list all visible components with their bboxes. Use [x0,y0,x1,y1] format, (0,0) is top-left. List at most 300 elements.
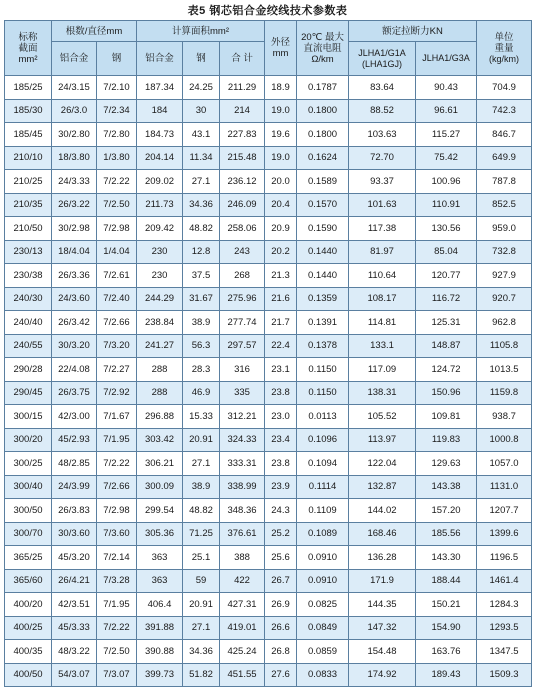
cell-section: 210/25 [5,170,52,194]
cell-diameter: 26.8 [265,640,297,664]
table-body [5,76,532,687]
table-row [5,99,532,123]
cell-area-al: 211.73 [137,193,183,217]
cell-strength-g3a: 120.77 [416,264,477,288]
cell-resistance: 0.1570 [297,193,349,217]
table-row [5,334,532,358]
cell-strands-al: 22/4.08 [52,358,97,382]
cell-diameter: 18.9 [265,76,297,100]
cell-area-total: 316 [220,358,265,382]
cell-strands-al: 24/3.15 [52,76,97,100]
header-strands-group: 根数/直径mm [52,21,137,42]
cell-area-total: 425.24 [220,640,265,664]
cell-resistance: 0.1094 [297,452,349,476]
cell-diameter: 23.0 [265,405,297,429]
cell-strength-g3a: 90.43 [416,76,477,100]
cell-resistance: 0.1089 [297,522,349,546]
cell-section: 240/55 [5,334,52,358]
cell-strength-g1a: 133.1 [349,334,416,358]
cell-area-st: 38.9 [183,475,220,499]
cell-strands-st: 7/3.20 [97,334,137,358]
cell-area-al: 288 [137,358,183,382]
cell-strands-st: 7/2.34 [97,99,137,123]
cell-diameter: 20.9 [265,217,297,241]
cell-strength-g1a: 117.38 [349,217,416,241]
cell-area-st: 20.91 [183,593,220,617]
table-row [5,170,532,194]
cell-strands-al: 42/3.00 [52,405,97,429]
cell-area-total: 312.21 [220,405,265,429]
cell-strength-g3a: 119.83 [416,428,477,452]
cell-strands-al: 24/3.99 [52,475,97,499]
table-row [5,76,532,100]
cell-weight: 1293.5 [477,616,532,640]
cell-area-al: 303.42 [137,428,183,452]
cell-area-al: 184 [137,99,183,123]
cell-area-al: 241.27 [137,334,183,358]
cell-diameter: 23.1 [265,358,297,382]
cell-area-al: 363 [137,569,183,593]
table-row [5,358,532,382]
table-row [5,616,532,640]
cell-weight: 1131.0 [477,475,532,499]
cell-diameter: 25.2 [265,522,297,546]
cell-section: 300/15 [5,405,52,429]
cell-resistance: 0.1378 [297,334,349,358]
cell-strength-g1a: 72.70 [349,146,416,170]
cell-strands-al: 26/3.22 [52,193,97,217]
cell-strength-g1a: 174.92 [349,663,416,687]
cell-section: 300/70 [5,522,52,546]
cell-area-al: 390.88 [137,640,183,664]
cell-strands-al: 30/3.60 [52,522,97,546]
cell-area-total: 335 [220,381,265,405]
cell-strands-st: 7/2.22 [97,616,137,640]
cell-diameter: 20.0 [265,170,297,194]
cell-weight: 852.5 [477,193,532,217]
table-row [5,663,532,687]
cell-area-al: 305.36 [137,522,183,546]
cell-strength-g3a: 115.27 [416,123,477,147]
table-row [5,428,532,452]
cell-strength-g3a: 129.63 [416,452,477,476]
cell-resistance: 0.1590 [297,217,349,241]
cell-strength-g1a: 144.02 [349,499,416,523]
cell-area-total: 277.74 [220,311,265,335]
table-title: 表5 钢芯铝合金绞线技术参数表 [187,5,348,17]
cell-strands-st: 7/1.95 [97,593,137,617]
cell-area-st: 12.8 [183,240,220,264]
cell-section: 400/25 [5,616,52,640]
cell-strands-al: 26/3.42 [52,311,97,335]
cell-strands-st: 1/4.04 [97,240,137,264]
cell-area-total: 419.01 [220,616,265,640]
cell-section: 210/35 [5,193,52,217]
cell-section: 185/45 [5,123,52,147]
cell-section: 185/25 [5,76,52,100]
cell-weight: 787.8 [477,170,532,194]
cell-section: 300/25 [5,452,52,476]
cell-diameter: 20.2 [265,240,297,264]
cell-weight: 1207.7 [477,499,532,523]
table-row [5,240,532,264]
cell-resistance: 0.1800 [297,99,349,123]
cell-strength-g3a: 130.56 [416,217,477,241]
cell-strength-g3a: 143.30 [416,546,477,570]
header-strands-al: 铝合金 [52,42,97,76]
cell-strength-g3a: 124.72 [416,358,477,382]
cell-strands-st: 7/2.98 [97,499,137,523]
cell-strands-st: 7/2.66 [97,311,137,335]
cell-weight: 1347.5 [477,640,532,664]
cell-strength-g3a: 110.91 [416,193,477,217]
cell-resistance: 0.1096 [297,428,349,452]
cell-strength-g1a: 122.04 [349,452,416,476]
cell-strands-st: 7/2.61 [97,264,137,288]
cell-strength-g1a: 103.63 [349,123,416,147]
cell-weight: 1159.8 [477,381,532,405]
cell-area-total: 215.48 [220,146,265,170]
cell-strength-g1a: 168.46 [349,522,416,546]
cell-area-total: 275.96 [220,287,265,311]
cell-weight: 920.7 [477,287,532,311]
cell-resistance: 0.1787 [297,76,349,100]
cell-strands-al: 26/3.0 [52,99,97,123]
cell-strands-al: 24/3.60 [52,287,97,311]
cell-strands-st: 7/2.92 [97,381,137,405]
cell-area-st: 34.36 [183,193,220,217]
cell-strands-al: 48/3.22 [52,640,97,664]
cell-area-al: 299.54 [137,499,183,523]
cell-area-al: 399.73 [137,663,183,687]
cell-area-total: 451.55 [220,663,265,687]
cell-strength-g1a: 88.52 [349,99,416,123]
cell-section: 300/40 [5,475,52,499]
cell-weight: 1057.0 [477,452,532,476]
cell-area-st: 15.33 [183,405,220,429]
cell-area-st: 71.25 [183,522,220,546]
cell-area-total: 243 [220,240,265,264]
header-weight: 单位 重量 (kg/km) [477,21,532,76]
cell-area-total: 268 [220,264,265,288]
cell-diameter: 22.4 [265,334,297,358]
cell-strands-al: 45/3.33 [52,616,97,640]
header-area-st: 钢 [183,42,220,76]
cell-strands-al: 30/2.80 [52,123,97,147]
cell-weight: 959.0 [477,217,532,241]
cell-area-al: 230 [137,240,183,264]
cell-weight: 938.7 [477,405,532,429]
cell-weight: 704.9 [477,76,532,100]
cell-strength-g1a: 105.52 [349,405,416,429]
cell-area-total: 388 [220,546,265,570]
cell-strength-g3a: 163.76 [416,640,477,664]
cell-section: 400/20 [5,593,52,617]
cell-strength-g3a: 125.31 [416,311,477,335]
cell-diameter: 21.7 [265,311,297,335]
cell-weight: 1000.8 [477,428,532,452]
cell-diameter: 21.6 [265,287,297,311]
cell-strength-g3a: 188.44 [416,569,477,593]
table-row [5,640,532,664]
cell-strength-g3a: 75.42 [416,146,477,170]
cell-strands-st: 7/2.50 [97,640,137,664]
cell-area-al: 238.84 [137,311,183,335]
cell-diameter: 26.6 [265,616,297,640]
cell-strands-st: 1/3.80 [97,146,137,170]
header-strength-group: 额定拉断力KN [349,21,477,42]
cell-resistance: 0.1114 [297,475,349,499]
cell-weight: 962.8 [477,311,532,335]
cell-area-total: 297.57 [220,334,265,358]
cell-strength-g1a: 110.64 [349,264,416,288]
table-row [5,193,532,217]
cell-resistance: 0.1589 [297,170,349,194]
cell-strength-g1a: 147.32 [349,616,416,640]
cell-resistance: 0.0849 [297,616,349,640]
cell-area-al: 300.09 [137,475,183,499]
cell-weight: 1013.5 [477,358,532,382]
cell-strands-st: 7/1.95 [97,428,137,452]
cell-section: 300/20 [5,428,52,452]
cell-strands-al: 30/2.98 [52,217,97,241]
cell-diameter: 23.4 [265,428,297,452]
cell-area-total: 214 [220,99,265,123]
cell-strength-g3a: 85.04 [416,240,477,264]
cell-strands-al: 26/3.83 [52,499,97,523]
cell-resistance: 0.1800 [297,123,349,147]
cell-strength-g3a: 100.96 [416,170,477,194]
cell-area-st: 56.3 [183,334,220,358]
cell-strength-g1a: 108.17 [349,287,416,311]
cell-diameter: 23.8 [265,381,297,405]
cell-strength-g1a: 154.48 [349,640,416,664]
cell-strength-g1a: 138.31 [349,381,416,405]
cell-weight: 1105.8 [477,334,532,358]
cell-weight: 846.7 [477,123,532,147]
cell-strands-st: 7/2.98 [97,217,137,241]
header-diameter: 外径 mm [265,21,297,76]
table-row [5,264,532,288]
table-row [5,499,532,523]
cell-area-total: 246.09 [220,193,265,217]
cell-strands-al: 18/4.04 [52,240,97,264]
cell-weight: 1284.3 [477,593,532,617]
cell-area-st: 27.1 [183,616,220,640]
cell-strands-al: 26/3.36 [52,264,97,288]
header-resistance: 20℃ 最大 直流电阻 Ω/km [297,21,349,76]
cell-section: 400/50 [5,663,52,687]
header-area-total: 合 计 [220,42,265,76]
cell-strands-st: 7/2.22 [97,170,137,194]
cell-diameter: 26.9 [265,593,297,617]
table-row [5,123,532,147]
cell-section: 185/30 [5,99,52,123]
cell-strength-g3a: 116.72 [416,287,477,311]
cell-strength-g1a: 136.28 [349,546,416,570]
cell-strands-st: 7/3.60 [97,522,137,546]
cell-area-st: 11.34 [183,146,220,170]
cell-strength-g3a: 185.56 [416,522,477,546]
table-row [5,146,532,170]
cell-strength-g3a: 148.87 [416,334,477,358]
table-row [5,522,532,546]
cell-weight: 732.8 [477,240,532,264]
cell-area-st: 24.25 [183,76,220,100]
cell-section: 230/13 [5,240,52,264]
cell-section: 365/25 [5,546,52,570]
cell-strands-al: 48/2.85 [52,452,97,476]
cell-resistance: 0.1391 [297,311,349,335]
cell-area-st: 43.1 [183,123,220,147]
cell-resistance: 0.1150 [297,381,349,405]
cell-resistance: 0.0910 [297,569,349,593]
cell-resistance: 0.0859 [297,640,349,664]
cell-strength-g3a: 96.61 [416,99,477,123]
table-row [5,311,532,335]
cell-section: 240/40 [5,311,52,335]
cell-area-al: 187.34 [137,76,183,100]
cell-section: 230/38 [5,264,52,288]
cell-area-al: 406.4 [137,593,183,617]
table-row [5,475,532,499]
cell-area-st: 37.5 [183,264,220,288]
cell-area-st: 27.1 [183,170,220,194]
cell-strength-g1a: 114.81 [349,311,416,335]
cell-diameter: 23.9 [265,475,297,499]
cell-area-st: 48.82 [183,499,220,523]
spec-table [4,20,532,687]
cell-area-al: 391.88 [137,616,183,640]
cell-section: 240/30 [5,287,52,311]
cell-section: 400/35 [5,640,52,664]
cell-strands-st: 7/2.14 [97,546,137,570]
cell-strength-g1a: 81.97 [349,240,416,264]
cell-area-al: 230 [137,264,183,288]
cell-area-total: 427.31 [220,593,265,617]
table-row [5,452,532,476]
cell-strands-st: 7/2.22 [97,452,137,476]
cell-area-total: 376.61 [220,522,265,546]
cell-section: 365/60 [5,569,52,593]
header-strands-st: 钢 [97,42,137,76]
cell-strength-g3a: 150.96 [416,381,477,405]
cell-strands-al: 24/3.33 [52,170,97,194]
cell-resistance: 0.0825 [297,593,349,617]
cell-area-total: 324.33 [220,428,265,452]
cell-resistance: 0.0910 [297,546,349,570]
cell-resistance: 0.1150 [297,358,349,382]
cell-weight: 1196.5 [477,546,532,570]
cell-diameter: 20.4 [265,193,297,217]
cell-strands-al: 54/3.07 [52,663,97,687]
cell-strength-g1a: 83.64 [349,76,416,100]
cell-diameter: 25.6 [265,546,297,570]
cell-strands-al: 30/3.20 [52,334,97,358]
cell-strands-st: 7/2.10 [97,76,137,100]
cell-area-st: 48.82 [183,217,220,241]
cell-strands-al: 18/3.80 [52,146,97,170]
cell-section: 210/10 [5,146,52,170]
cell-area-st: 59 [183,569,220,593]
cell-area-st: 34.36 [183,640,220,664]
cell-strength-g3a: 157.20 [416,499,477,523]
cell-area-al: 288 [137,381,183,405]
cell-area-al: 209.42 [137,217,183,241]
cell-area-al: 296.88 [137,405,183,429]
cell-strands-st: 7/3.07 [97,663,137,687]
cell-area-total: 227.83 [220,123,265,147]
header-area-al: 铝合金 [137,42,183,76]
cell-weight: 1509.3 [477,663,532,687]
cell-strength-g1a: 144.35 [349,593,416,617]
header-area-group: 计算面积mm² [137,21,265,42]
cell-strands-al: 26/4.21 [52,569,97,593]
cell-strands-al: 45/2.93 [52,428,97,452]
cell-area-al: 209.02 [137,170,183,194]
cell-area-st: 38.9 [183,311,220,335]
cell-section: 290/28 [5,358,52,382]
cell-area-al: 363 [137,546,183,570]
cell-area-al: 244.29 [137,287,183,311]
cell-area-st: 31.67 [183,287,220,311]
header-section: 标称 截面 mm² [5,21,52,76]
cell-resistance: 0.1440 [297,240,349,264]
cell-weight: 1399.6 [477,522,532,546]
cell-area-total: 333.31 [220,452,265,476]
cell-strands-st: 7/2.50 [97,193,137,217]
cell-area-al: 306.21 [137,452,183,476]
cell-diameter: 27.6 [265,663,297,687]
cell-section: 210/50 [5,217,52,241]
table-row [5,287,532,311]
cell-resistance: 0.1359 [297,287,349,311]
cell-strength-g1a: 171.9 [349,569,416,593]
cell-weight: 927.9 [477,264,532,288]
cell-strands-st: 7/3.28 [97,569,137,593]
cell-area-st: 28.3 [183,358,220,382]
cell-area-total: 236.12 [220,170,265,194]
cell-area-total: 348.36 [220,499,265,523]
cell-area-st: 30 [183,99,220,123]
cell-weight: 742.3 [477,99,532,123]
cell-strength-g1a: 101.63 [349,193,416,217]
cell-area-st: 46.9 [183,381,220,405]
cell-strands-st: 7/2.80 [97,123,137,147]
cell-strength-g3a: 154.90 [416,616,477,640]
cell-area-total: 422 [220,569,265,593]
cell-resistance: 0.1440 [297,264,349,288]
cell-area-al: 184.73 [137,123,183,147]
cell-weight: 1461.4 [477,569,532,593]
cell-diameter: 24.3 [265,499,297,523]
cell-resistance: 0.0113 [297,405,349,429]
cell-diameter: 19.6 [265,123,297,147]
cell-diameter: 19.0 [265,146,297,170]
cell-section: 300/50 [5,499,52,523]
cell-weight: 649.9 [477,146,532,170]
cell-area-total: 258.06 [220,217,265,241]
cell-area-st: 27.1 [183,452,220,476]
cell-strands-al: 42/3.51 [52,593,97,617]
cell-strength-g1a: 117.09 [349,358,416,382]
cell-diameter: 19.0 [265,99,297,123]
table-row [5,569,532,593]
cell-strength-g3a: 143.38 [416,475,477,499]
cell-strength-g1a: 132.87 [349,475,416,499]
cell-strength-g1a: 113.97 [349,428,416,452]
header-strength-g3a: JLHA1/G3A [416,42,477,76]
